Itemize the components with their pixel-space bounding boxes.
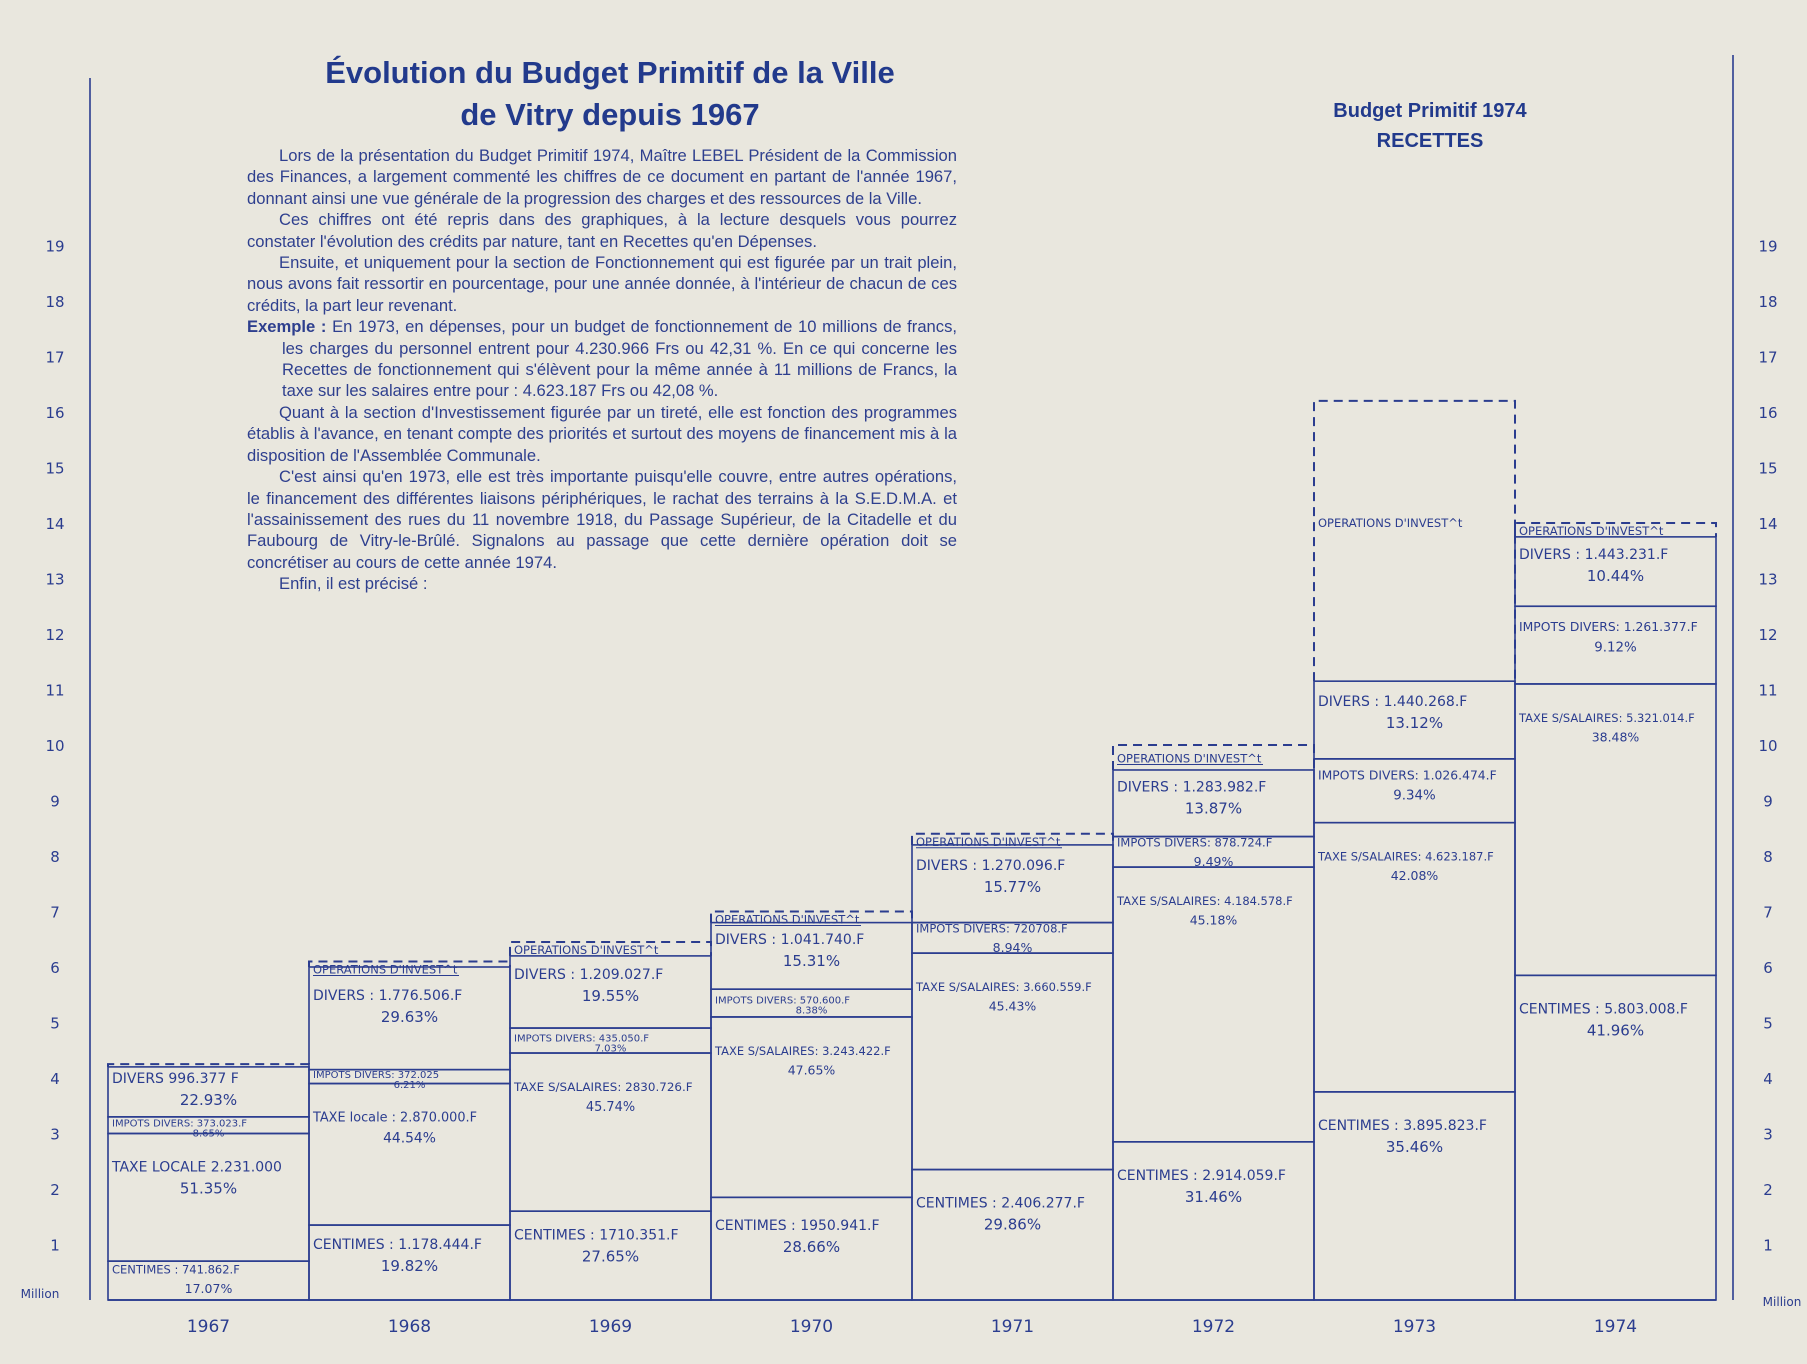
budget-segment — [711, 1017, 912, 1197]
segment-label: TAXE S/SALAIRES: 4.623.187.F — [1318, 849, 1494, 864]
left-tick-label: 1 — [50, 1236, 60, 1255]
left-tick-label: 4 — [50, 1070, 60, 1088]
right-tick-label: 16 — [1758, 404, 1778, 422]
segment-percent: 38.48% — [1591, 729, 1640, 745]
budget-segment — [711, 989, 912, 1017]
investment-section — [1314, 401, 1515, 681]
right-tick-label: 13 — [1758, 570, 1778, 589]
left-axis-unit-label: Million — [20, 1287, 60, 1301]
year-column — [1314, 401, 1515, 1337]
year-label: 1971 — [990, 1317, 1035, 1337]
budget-segment — [510, 1211, 711, 1300]
investment-label: OPERATIONS D'INVEST^t — [916, 834, 1061, 849]
right-tick-label: 12 — [1758, 626, 1778, 644]
segment-label: IMPOTS DIVERS: 373.023.F — [112, 1118, 248, 1130]
segment-box — [309, 1084, 510, 1226]
right-tick-label: 8 — [1763, 848, 1773, 866]
budget-segment — [309, 1070, 510, 1091]
left-tick-label: 16 — [45, 404, 65, 422]
segment-label: CENTIMES : 2.406.277.F — [916, 1195, 1085, 1212]
budget-segment — [912, 953, 1113, 1169]
budget-segment — [510, 1053, 711, 1211]
budget-segment — [1113, 770, 1314, 837]
right-tick-label: 4 — [1763, 1070, 1773, 1088]
budget-segment — [108, 1261, 309, 1300]
budget-segment — [1314, 759, 1515, 823]
investment-section — [1113, 745, 1314, 770]
segment-percent: 27.65% — [581, 1247, 640, 1266]
segment-label: TAXE S/SALAIRES: 2830.726.F — [514, 1080, 693, 1095]
left-tick-label: 9 — [50, 792, 60, 811]
segment-label: DIVERS : 1.443.231.F — [1519, 547, 1669, 564]
segment-box — [1515, 684, 1716, 975]
segment-label: IMPOTS DIVERS: 570.600.F — [715, 995, 851, 1007]
budget-segment — [309, 1084, 510, 1226]
right-tick-label: 10 — [1758, 737, 1778, 755]
segment-label: IMPOTS DIVERS: 435.050.F — [514, 1033, 650, 1045]
investment-label: OPERATIONS D'INVEST^t — [1318, 516, 1463, 531]
year-label: 1974 — [1593, 1317, 1638, 1337]
budget-segment — [912, 1170, 1113, 1300]
year-column — [912, 834, 1113, 1337]
intro-paragraph-6: C'est ainsi qu'en 1973, elle est très importante puisqu'elle couvre, entre autres opérations, le financement des différentes liaisons périphériques, le rachat des terrains à la S.E.D.M.A. et l'assainissement des rues du 11 novembre 1918, du Passage Supérieur, de la Citadelle et du Faubourg de Vitry-le-Brûlé. Signalons au passage que cette dernière opération doit se concrétiser au cours de cette année 1974. — [247, 467, 957, 572]
segment-label: DIVERS : 1.283.982.F — [1117, 779, 1267, 796]
segment-percent: 9.34% — [1393, 788, 1436, 804]
segment-percent: 8.94% — [992, 939, 1033, 955]
investment-label: OPERATIONS D'INVEST^t — [1117, 751, 1262, 766]
budget-segment — [108, 1134, 309, 1262]
budget-segment — [1515, 684, 1716, 975]
recettes-heading-line-2: RECETTES — [1376, 130, 1484, 152]
segment-percent: 15.77% — [983, 877, 1042, 896]
left-tick-label: 6 — [50, 959, 60, 977]
segment-percent: 45.18% — [1189, 912, 1238, 928]
segment-label: TAXE locale : 2.870.000.F — [313, 1110, 477, 1126]
investment-section — [510, 942, 711, 957]
segment-percent: 41.96% — [1586, 1021, 1645, 1040]
budget-segment — [108, 1117, 309, 1139]
left-tick-label: 10 — [45, 737, 65, 755]
year-column — [1515, 523, 1716, 1337]
budget-segment — [711, 923, 912, 990]
segment-percent: 47.65% — [787, 1062, 836, 1078]
investment-dashed-outline — [1314, 401, 1515, 681]
segment-percent: 13.87% — [1184, 799, 1243, 818]
segment-percent: 45.74% — [585, 1099, 636, 1115]
year-label: 1972 — [1191, 1317, 1236, 1337]
right-tick-label: 17 — [1758, 348, 1778, 367]
segment-label: CENTIMES : 2.914.059.F — [1117, 1167, 1286, 1184]
segment-percent: 35.46% — [1385, 1137, 1444, 1156]
investment-label: OPERATIONS D'INVEST^t — [313, 962, 458, 977]
segment-percent: 28.66% — [782, 1238, 841, 1257]
segment-percent: 8.65% — [192, 1128, 225, 1140]
left-axis-ticks — [45, 238, 64, 1255]
segment-percent: 44.54% — [383, 1130, 436, 1147]
segment-percent: 13.12% — [1385, 714, 1444, 733]
left-tick-label: 12 — [45, 626, 65, 644]
segment-percent: 6.21% — [393, 1079, 426, 1091]
right-tick-label: 15 — [1758, 459, 1778, 478]
left-tick-label: 3 — [50, 1125, 60, 1144]
year-column — [711, 912, 912, 1338]
budget-segment — [1515, 975, 1716, 1300]
investment-section — [1515, 523, 1716, 538]
segment-label: IMPOTS DIVERS: 1.026.474.F — [1318, 768, 1497, 783]
investment-section — [912, 834, 1113, 849]
segment-percent: 19.82% — [380, 1257, 439, 1276]
budget-segment — [912, 921, 1113, 955]
segment-percent: 19.55% — [581, 986, 640, 1005]
year-label: 1968 — [387, 1317, 432, 1337]
title-line-2: de Vitry depuis 1967 — [460, 97, 760, 132]
segment-percent: 31.46% — [1184, 1187, 1243, 1206]
intro-paragraph-7: Enfin, il est précisé : — [279, 574, 428, 594]
budget-segment — [510, 956, 711, 1028]
year-label: 1973 — [1392, 1317, 1437, 1337]
left-tick-label: 7 — [50, 903, 60, 922]
segment-label: IMPOTS DIVERS: 372.025 — [313, 1069, 440, 1081]
investment-label: OPERATIONS D'INVEST^t — [715, 912, 860, 927]
right-tick-label: 18 — [1758, 293, 1778, 311]
budget-segment — [711, 1197, 912, 1300]
segment-percent: 8.38% — [795, 1005, 828, 1017]
segment-label: IMPOTS DIVERS: 1.261.377.F — [1519, 620, 1698, 635]
year-column — [108, 1064, 309, 1337]
budget-segment — [1113, 1142, 1314, 1300]
right-axis-ticks — [1758, 238, 1777, 1255]
segment-label: DIVERS : 1.270.096.F — [916, 857, 1066, 874]
right-tick-label: 5 — [1763, 1014, 1773, 1033]
segment-label: TAXE S/SALAIRES: 4.184.578.F — [1117, 894, 1293, 909]
segment-label: CENTIMES : 1710.351.F — [514, 1227, 679, 1244]
segment-percent: 9.12% — [1594, 640, 1637, 656]
right-tick-label: 1 — [1763, 1236, 1773, 1255]
segment-percent: 17.07% — [184, 1281, 233, 1297]
segment-percent: 45.43% — [988, 998, 1037, 1014]
budget-segment — [1113, 867, 1314, 1142]
right-tick-label: 14 — [1758, 515, 1778, 533]
year-column — [510, 942, 711, 1337]
segment-box — [1113, 1142, 1314, 1300]
segment-label: DIVERS : 1.041.740.F — [715, 931, 865, 948]
segment-percent: 22.93% — [179, 1090, 238, 1109]
recettes-heading-line-1: Budget Primitif 1974 — [1333, 100, 1527, 122]
segment-label: IMPOTS DIVERS: 878.724.F — [1117, 835, 1273, 850]
segment-box — [1113, 867, 1314, 1142]
left-tick-label: 5 — [50, 1014, 60, 1033]
segment-label: CENTIMES : 1.178.444.F — [313, 1237, 482, 1254]
left-tick-label: 15 — [45, 459, 65, 478]
investment-section — [711, 912, 912, 927]
right-tick-label: 11 — [1758, 681, 1778, 700]
left-tick-label: 8 — [50, 848, 60, 866]
segment-label: TAXE S/SALAIRES: 3.243.422.F — [715, 1043, 891, 1058]
segment-percent: 51.35% — [179, 1179, 238, 1198]
segment-label: CENTIMES : 1950.941.F — [715, 1218, 880, 1235]
budget-segment — [309, 1225, 510, 1300]
intro-paragraph-5: Quant à la section d'Investissement figurée par un tireté, elle est fonction des programmes établis à l'avance, en tenant compte des priorités et surtout des moyens de financement mis à la disposition de l'Assemblée Communale. — [247, 402, 957, 465]
right-tick-label: 9 — [1763, 792, 1773, 811]
segment-percent: 29.86% — [983, 1215, 1042, 1234]
budget-segment — [1314, 681, 1515, 759]
segment-label: DIVERS : 1.209.027.F — [514, 966, 664, 983]
year-label: 1969 — [588, 1317, 633, 1337]
left-tick-label: 18 — [45, 293, 65, 311]
segment-label: TAXE S/SALAIRES: 3.660.559.F — [916, 980, 1092, 995]
segment-percent: 9.49% — [1193, 853, 1234, 869]
left-tick-label: 14 — [45, 515, 65, 533]
budget-segment — [1113, 835, 1314, 869]
budget-segment — [1314, 823, 1515, 1092]
year-label: 1967 — [186, 1317, 231, 1337]
segment-percent: 29.63% — [380, 1007, 439, 1026]
right-axis-unit-label: Million — [1762, 1295, 1802, 1309]
budget-segment — [912, 845, 1113, 923]
left-tick-label: 2 — [50, 1181, 60, 1199]
right-tick-label: 6 — [1763, 959, 1773, 977]
segment-percent: 42.08% — [1390, 868, 1439, 884]
segment-label: TAXE LOCALE 2.231.000 — [112, 1159, 282, 1176]
intro-paragraph-1: Lors de la présentation du Budget Primitif 1974, Maître LEBEL Président de la Commission des Finances, a largement commenté les chiffres de ce document en partant de l'année 1967, donnant ainsi une vue générale de la progression des charges et des ressources de la Ville. — [247, 146, 957, 208]
segment-label: CENTIMES : 741.862.F — [112, 1262, 240, 1277]
left-tick-label: 17 — [45, 348, 65, 367]
segment-percent: 10.44% — [1586, 567, 1645, 586]
title-line-1: Évolution du Budget Primitif de la Ville — [325, 55, 895, 90]
investment-label: OPERATIONS D'INVEST^t — [514, 943, 659, 958]
segment-percent: 15.31% — [782, 951, 841, 970]
budget-segment — [309, 967, 510, 1070]
right-tick-label: 3 — [1763, 1125, 1773, 1144]
right-tick-label: 7 — [1763, 903, 1773, 922]
intro-paragraph-3: Ensuite, et uniquement pour la section de Fonctionnement qui est figurée par un trait plein, nous avons fait ressortir en pourcentage, pour une année donnée, à l'intérieur de chacun de ces crédits, la part leur revenant. — [247, 253, 957, 315]
year-label: 1970 — [789, 1317, 834, 1337]
year-column — [309, 961, 510, 1337]
segment-label: DIVERS : 1.776.506.F — [313, 987, 463, 1004]
right-tick-label: 2 — [1763, 1181, 1773, 1199]
segment-label: DIVERS 996.377 F — [112, 1070, 239, 1087]
left-tick-label: 13 — [45, 570, 65, 589]
left-tick-label: 11 — [45, 681, 65, 700]
budget-segment — [1515, 537, 1716, 606]
budget-segment — [1314, 1092, 1515, 1300]
segment-label: TAXE S/SALAIRES: 5.321.014.F — [1519, 710, 1695, 725]
segment-label: DIVERS : 1.440.268.F — [1318, 694, 1468, 711]
segment-box — [912, 1170, 1113, 1300]
investment-label: OPERATIONS D'INVEST^t — [1519, 524, 1664, 538]
example-text: En 1973, en dépenses, pour un budget de fonctionnement de 10 millions de francs, les charges du personnel entrent pour 4.230.966 Frs ou 42,31 %. En ce qui concerne les Recettes de fonctionnement qui s'élèvent pour la même année à 11 millions de Francs, la taxe sur les salaires entre pour : 4.623.187 Frs ou 42,08 %. — [282, 317, 957, 401]
example-label: Exemple : — [247, 317, 327, 337]
segment-box — [510, 1053, 711, 1211]
year-column — [1113, 745, 1314, 1337]
segment-percent: 7.03% — [594, 1043, 627, 1055]
budget-segment — [1515, 606, 1716, 684]
intro-paragraph-2: Ces chiffres ont été repris dans des graphiques, à la lecture desquels vous pourrez constater l'évolution des crédits par nature, tant en Recettes qu'en Dépenses. — [247, 210, 957, 251]
segment-label: CENTIMES : 5.803.008.F — [1519, 1001, 1688, 1018]
budget-segment — [510, 1028, 711, 1054]
segment-label: IMPOTS DIVERS: 720708.F — [916, 921, 1068, 936]
right-tick-label: 19 — [1758, 237, 1778, 256]
investment-section — [309, 961, 510, 976]
left-tick-label: 19 — [45, 237, 65, 256]
budget-segment — [108, 1067, 309, 1117]
segment-label: CENTIMES : 3.895.823.F — [1318, 1117, 1487, 1134]
